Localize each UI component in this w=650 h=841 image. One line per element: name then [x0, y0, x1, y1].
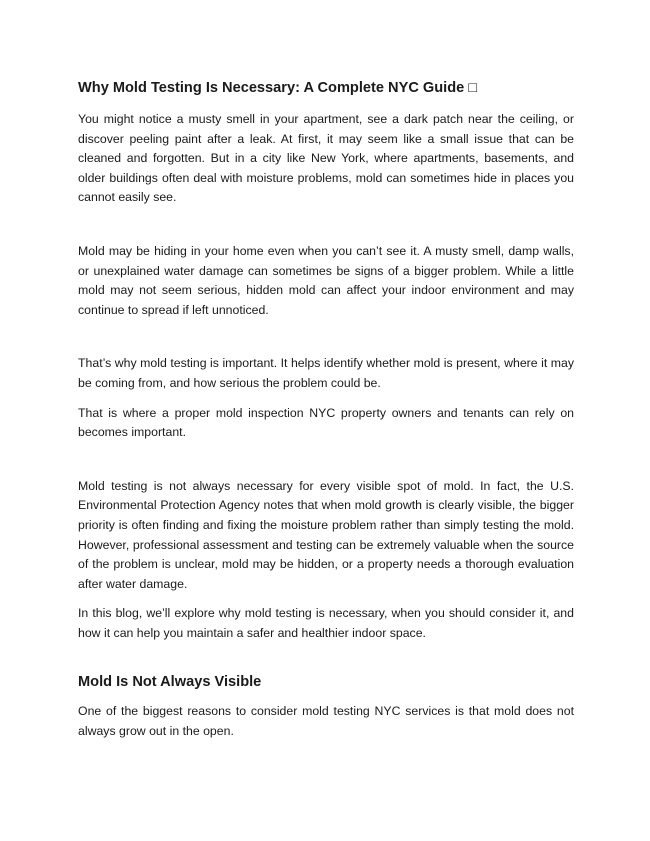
- blog-overview-paragraph: In this blog, we’ll explore why mold testing is necessary, when you should consider it, and how it can help you maintain a safer and healthier indoor space.: [78, 606, 574, 640]
- document-title: Why Mold Testing Is Necessary: A Complete NYC Guide □: [78, 80, 478, 96]
- spacer: [78, 594, 574, 604]
- spacer: [78, 208, 574, 242]
- spacer: [78, 320, 574, 354]
- testing-importance-paragraph: That’s why mold testing is important. It helps identify whether mold is present, where it may be coming from, and how serious the problem could be.: [78, 356, 574, 390]
- inspection-paragraph: That is where a proper mold inspection NYC property owners and tenants can rely on becomes important.: [78, 405, 574, 440]
- hidden-mold-paragraph: Mold may be hiding in your home even when you can’t see it. A musty smell, damp walls, or unexplained water damage can sometimes be signs of a bigger problem. While a little mold may not seem serious, hidden mold can affect your indoor environment and may continue to spread if left unnoticed.: [78, 243, 574, 317]
- section-paragraph: One of the biggest reasons to consider mold testing NYC services is that mold does not always grow out in the open.: [78, 704, 574, 739]
- spacer: [78, 443, 574, 477]
- intro-paragraph: You might notice a musty smell in your apartment, see a dark patch near the ceiling, or discover peeling paint after a leak. At first, it may seem like a small issue that can be cleaned and forgotten. But in a city like New York, where apartments, basements, and older buildings often deal with moisture problems, mold can sometimes hide in places you cannot easily see.: [78, 112, 574, 205]
- document-page: [78, 78, 574, 742]
- epa-paragraph: Mold testing is not always necessary for every visible spot of mold. In fact, the U.S. Environmental Protection Agency notes that when mold growth is clearly visible, the bigger priority is often finding and fixing the moisture problem rather than simply testing the mold. However, professional assessment and testing can be extremely valuable when the source of the problem is unclear, mold may be hidden, or a property needs a thorough evaluation after water damage.: [78, 478, 574, 591]
- spacer: [78, 394, 574, 404]
- spacer: [78, 643, 574, 672]
- section-heading: Mold Is Not Always Visible: [78, 674, 262, 691]
